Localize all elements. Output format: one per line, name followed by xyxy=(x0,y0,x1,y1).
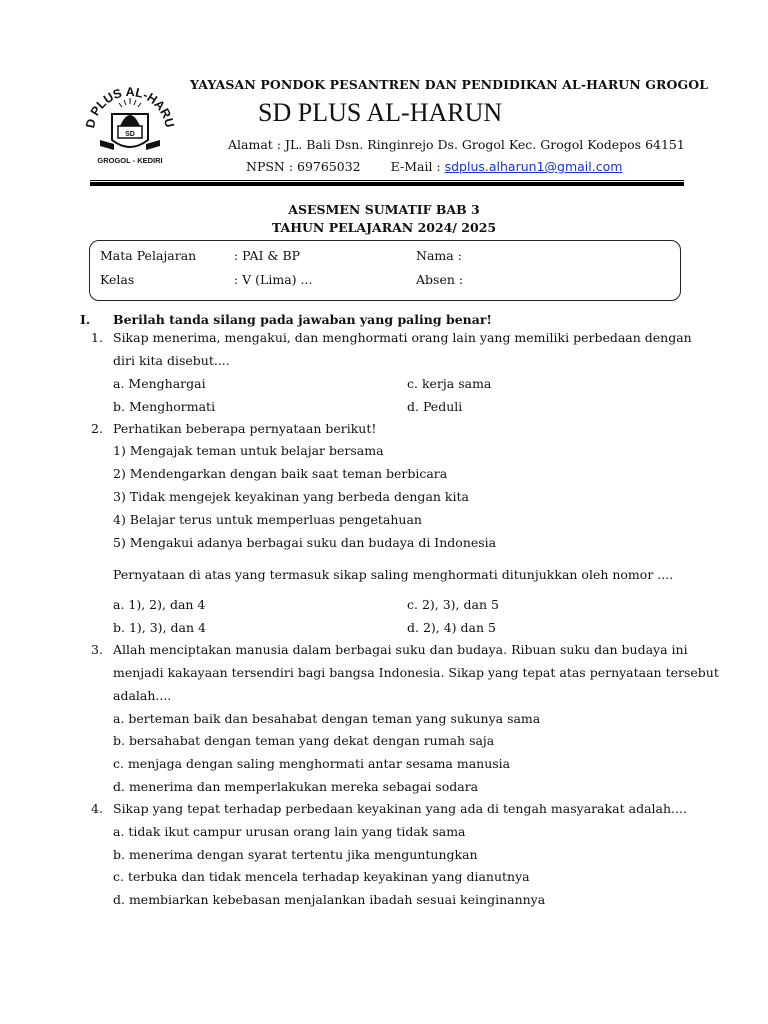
q4-option: d. membiarkan kebebasan menjalankan ibadah sesuai keinginannya xyxy=(113,892,546,907)
subject-label: Mata Pelajaran xyxy=(100,248,197,263)
q1-option-d: d. Peduli xyxy=(407,399,463,414)
school-address: Alamat : JL. Bali Dsn. Ringinrejo Ds. Grogol Kec. Grogol Kodepos 64151 xyxy=(228,137,685,152)
q4-option: b. menerima dengan syarat tertentu jika menguntungkan xyxy=(113,847,478,862)
q2-statement: 1) Mengajak teman untuk belajar bersama xyxy=(113,443,384,458)
q2-option-c: c. 2), 3), dan 5 xyxy=(407,597,499,612)
q2-option-d: d. 2), 4) dan 5 xyxy=(407,620,496,635)
q3-option: d. menerima dan memperlakukan mereka sebagai sodara xyxy=(113,779,479,794)
q4-option: c. terbuka dan tidak mencela terhadap keyakinan yang dianutnya xyxy=(113,869,530,884)
logo-badge: SD xyxy=(125,131,135,138)
q2-statement: 2) Mendengarkan dengan baik saat teman berbicara xyxy=(113,466,448,481)
absen-label: Absen : xyxy=(416,272,464,287)
name-label: Nama : xyxy=(416,248,462,263)
school-logo xyxy=(84,74,176,166)
q2-statement: 4) Belajar terus untuk memperluas pengetahuan xyxy=(113,512,422,527)
q3-number: 3. xyxy=(91,642,103,657)
q1-stem-line2: diri kita disebut.... xyxy=(113,353,230,368)
q3-stem-line1: Allah menciptakan manusia dalam berbagai suku dan budaya. Ribuan suku dan budaya ini xyxy=(113,642,688,657)
q1-stem-line1: Sikap menerima, mengakui, dan menghormati orang lain yang memiliki perbedaan dengan xyxy=(113,330,692,345)
contact-line xyxy=(246,159,622,174)
q1-option-b: b. Menghormati xyxy=(113,399,216,414)
q2-number: 2. xyxy=(91,421,103,436)
npsn: NPSN : 69765032 xyxy=(246,159,361,174)
q3-stem-line3: adalah.... xyxy=(113,688,172,703)
header-rule-thick xyxy=(90,182,684,186)
q2-statement: 5) Mengakui adanya berbagai suku dan budaya di Indonesia xyxy=(113,535,497,550)
q3-stem-line2: menjadi kakayaan tersendiri bagi bangsa Indonesia. Sikap yang tepat atas pernyataan tersebut xyxy=(113,665,719,680)
q2-question: Pernyataan di atas yang termasuk sikap saling menghormati ditunjukkan oleh nomor .... xyxy=(113,567,674,582)
email-label: E-Mail : xyxy=(390,159,441,174)
subject-value: : PAI & BP xyxy=(234,248,301,263)
q2-stem: Perhatikan beberapa pernyataan berikut! xyxy=(113,421,377,436)
email-link[interactable]: sdplus.alharun1@gmail.com xyxy=(444,159,623,174)
school-name: SD PLUS AL-HARUN xyxy=(258,98,503,127)
q2-option-b: b. 1), 3), dan 4 xyxy=(113,620,206,635)
q3-option: a. berteman baik dan besahabat dengan teman yang sukunya sama xyxy=(113,711,541,726)
exam-title: ASESMEN SUMATIF BAB 3 xyxy=(288,202,480,217)
section-number: I. xyxy=(80,312,91,327)
q1-option-a: a. Menghargai xyxy=(113,376,206,391)
q4-stem: Sikap yang tepat terhadap perbedaan keyakinan yang ada di tengah masyarakat adalah.... xyxy=(113,801,687,816)
q2-statement: 3) Tidak mengejek keyakinan yang berbeda dengan kita xyxy=(113,489,469,504)
q1-number: 1. xyxy=(91,330,103,345)
q1-option-c: c. kerja sama xyxy=(407,376,492,391)
q2-option-a: a. 1), 2), dan 4 xyxy=(113,597,206,612)
q3-option: b. bersahabat dengan teman yang dekat dengan rumah saja xyxy=(113,733,495,748)
class-value: : V (Lima) ... xyxy=(234,272,313,287)
logo-bottom-text: GROGOL - KEDIRI xyxy=(97,156,163,165)
exam-year: TAHUN PELAJARAN 2024/ 2025 xyxy=(271,220,497,235)
q4-number: 4. xyxy=(91,801,103,816)
header-rule-thin xyxy=(90,180,684,181)
q4-option: a. tidak ikut campur urusan orang lain yang tidak sama xyxy=(113,824,466,839)
logo-arc-text: D PLUS AL-HARU xyxy=(84,84,176,130)
class-label: Kelas xyxy=(100,272,135,287)
section-instruction: Berilah tanda silang pada jawaban yang paling benar! xyxy=(113,312,492,327)
foundation-name: YAYASAN PONDOK PESANTREN DAN PENDIDIKAN AL-HARUN GROGOL xyxy=(190,77,709,92)
q3-option: c. menjaga dengan saling menghormati antar sesama manusia xyxy=(113,756,511,771)
